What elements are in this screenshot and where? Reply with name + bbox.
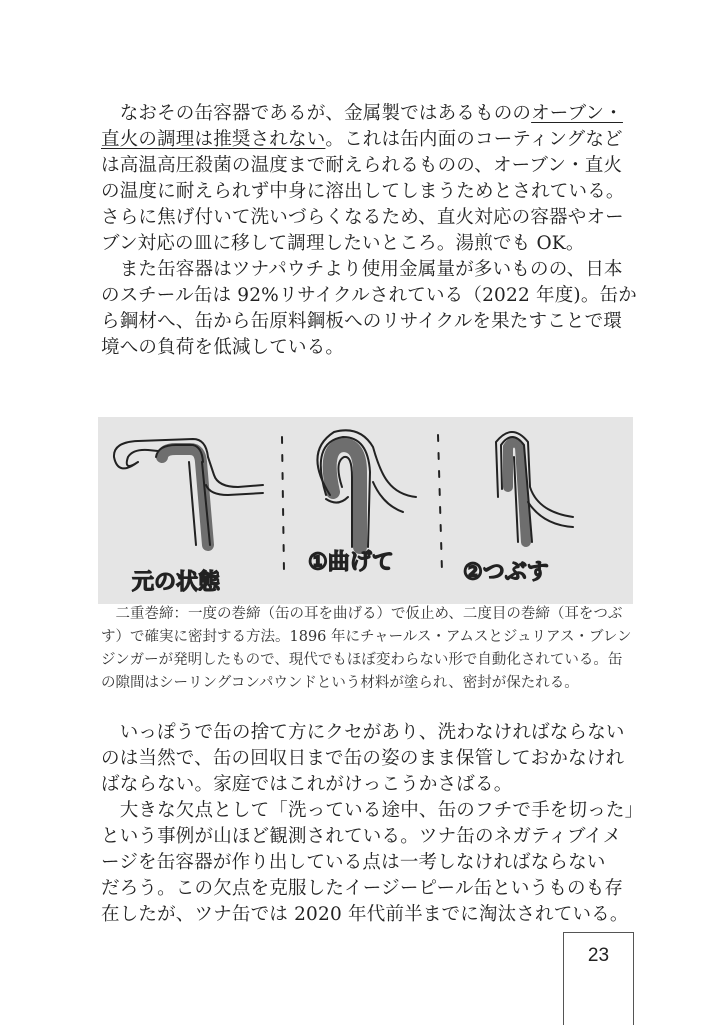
body-paragraph-bottom: いっぽうで缶の捨て方にクセがあり、洗わなければならない のは当然で、缶の回収日まで缶の姿のまま保管しておかなけれ ばならない。家庭ではこれがけっこうかさばる。 大きな欠点として「洗っている途中、缶のフチで手を切った」 という事例が山ほど観測されている。ツナ缶のネガティブイメ ージを缶容器が作り出している点は一考しなければならない だろう。この欠点を克服したイージーピール缶というものも存 在したが、ツナ缶では 2020 年代前半までに淘汰されている。 bbox=[101, 722, 644, 925]
label-bend: ①曲げて bbox=[308, 550, 394, 575]
body-paragraph-top: なおその缶容器であるが、金属製ではあるもののオーブン・ 直火の調理は推奨されない。これは缶内面のコーティングなど は高温高圧殺菌の温度まで耐えられるものの、オーブン・直火 の温度に耐えられず中身に溶出してしまうためとされている。 さらに焦げ付いて洗いづらくなるため、直火対応の容器やオー ブン対応の皿に移して調理したいところ。湯煎でも OK。 また缶容器はツナパウチより使用金属量が多いものの、日本 のスチール缶は 92%リサイクルされている（2022 年度)。缶か ら鋼材へ、缶から缶原料鋼板へのリサイクルを果たすことで環 境への負荷を低減している。 bbox=[101, 103, 637, 358]
bent-drawing bbox=[317, 430, 416, 547]
double-seam-illustration bbox=[98, 417, 633, 604]
figure-caption: 二重巻締：一度の巻締（缶の耳を曲げる）で仮止め、二度目の巻締（耳をつぶ す）で確実に密封する方法。1896 年にチャールス・アムスとジュリアス・ブレン ジンガーが発明したもので、現代でもほぼ変わらない形で自動化されている。缶 の隙間はシーリングコンパウンドという材料が塗られ、密封が保たれる。 bbox=[101, 606, 632, 691]
flattened-drawing bbox=[496, 432, 573, 542]
divider-dashed-1 bbox=[282, 437, 284, 572]
original-state-drawing bbox=[114, 439, 263, 545]
underlined-text: オーブン・ bbox=[531, 103, 623, 124]
page-number-box bbox=[563, 932, 634, 1025]
page-number: 23 bbox=[587, 945, 610, 966]
label-original-state: 元の状態 bbox=[132, 570, 221, 595]
divider-dashed-2 bbox=[438, 435, 442, 572]
underlined-text: 直火の調理は推奨されない bbox=[101, 129, 326, 150]
label-flatten: ②つぶす bbox=[463, 560, 549, 585]
